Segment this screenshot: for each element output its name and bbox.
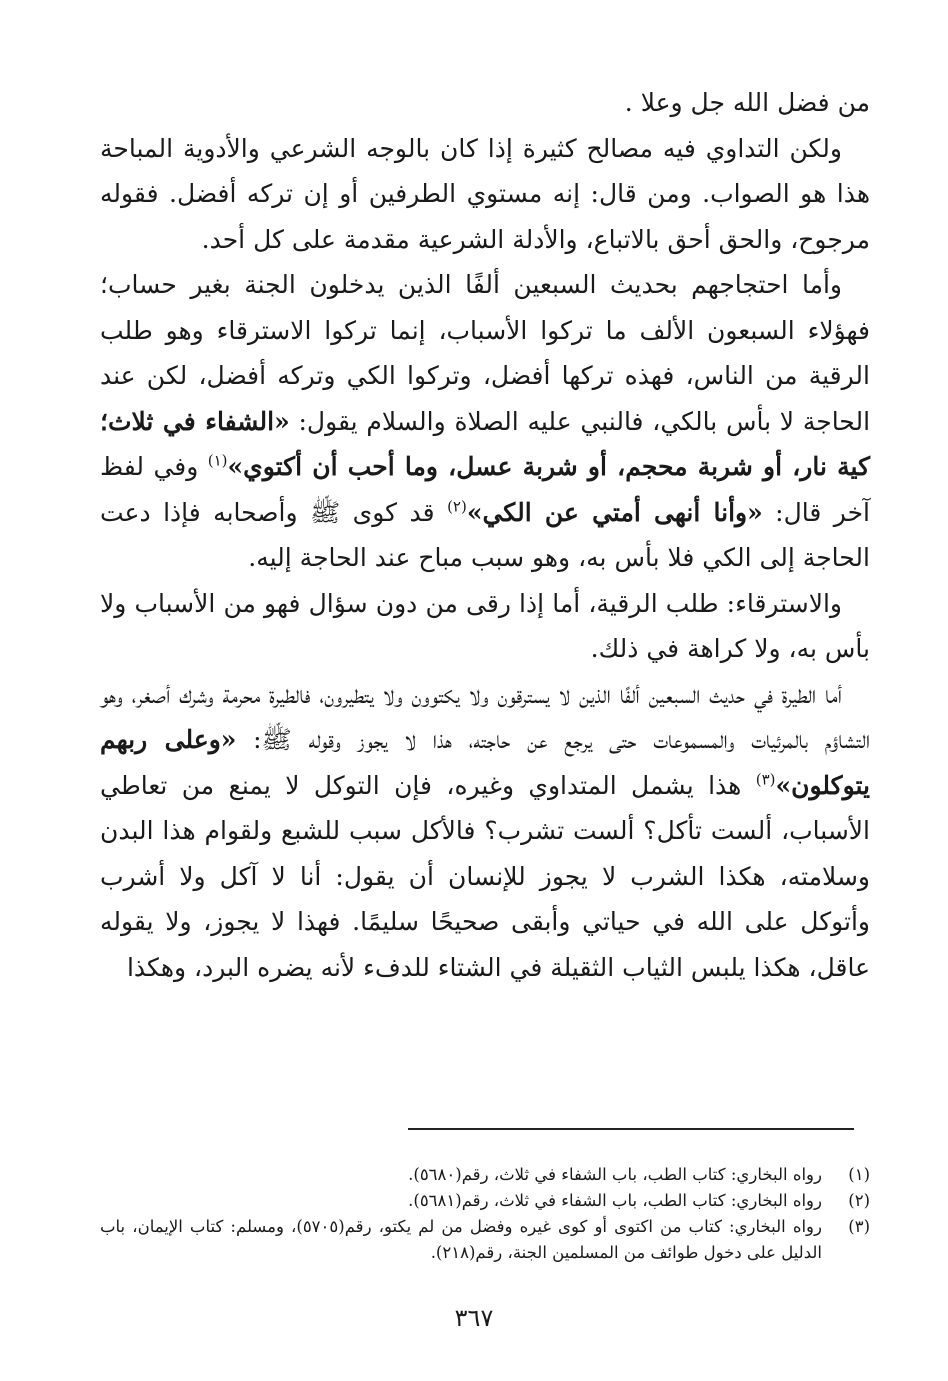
footnote-separator (408, 1128, 854, 1130)
footnote (100, 1214, 870, 1266)
paragraph (100, 672, 870, 991)
paragraph (100, 581, 870, 672)
text-run: وفي لفظ آخر قال: (100, 452, 870, 527)
footnote-text: رواه البخاري: كتاب الطب، باب الشفاء في ثلاث، رقم(٥٦٨١). (408, 1191, 822, 1210)
footnote-ref: (١) (207, 451, 228, 470)
text-run: ولكن التداوي فيه مصالح كثيرة إذا كان بالوجه الشرعي والأدوية المباحة هذا هو الصواب. ومن قال: إنه مستوي الطرفين أو إن تركه أفضل. فقوله مرجوح، والحق أحق بالاتباع، والأدلة الشرعية مقدمة على كل أحد. (100, 133, 870, 254)
footnote-ref: (٢) (447, 497, 467, 516)
text-run: والاسترقاء: طلب الرقية، أما إذا رقى من دون سؤال فهو من الأسباب ولا بأس به، ولا كراهة في ذلك. (100, 588, 870, 663)
body-text (100, 80, 870, 990)
footnotes (100, 1162, 870, 1266)
page-number: ٣٦٧ (454, 1304, 494, 1332)
footnote-number: (٣) (848, 1217, 870, 1236)
footnote (100, 1162, 870, 1188)
paragraph (100, 80, 870, 126)
footnote-text: رواه البخاري: كتاب من اكتوى أو كوى غيره وفضل من لم يكتو، رقم(٥٧٠٥)، ومسلم: كتاب الإيمان، باب الدليل على دخول طوائف من المسلمين الجنة، رقم(٢١٨). (100, 1217, 822, 1262)
hadith-quote: «وعلى ربهم يتوكلون» (100, 725, 870, 800)
paragraph (100, 262, 870, 581)
hadith-quote: «وأنا أنهى أمتي عن الكي» (466, 497, 763, 527)
text-run: هذا يشمل المتداوي وغيره، فإن التوكل لا يمنع من تعاطي الأسباب، ألست تأكل؟ ألست تشرب؟ فالأكل سبب للشبع ولقوام هذا البدن وسلامته، هكذا الشرب لا يجوز للإنسان أن يقول: أنا لا آكل ولا أشرب وأتوكل على الله في حياتي وأبقى صحيحًا سليمًا. فهذا لا يجوز، ولا يقوله عاقل، هكذا يلبس الثياب الثقيلة في الشتاء للدفء لأنه يضره البرد، وهكذا (100, 770, 870, 982)
footnote (100, 1188, 870, 1214)
footnote-text: رواه البخاري: كتاب الطب، باب الشفاء في ثلاث، رقم(٥٦٨٠). (408, 1165, 822, 1184)
hadith-quote: «الشفاء في ثلاث؛ كية نار، أو شربة محجم، أو شربة عسل، وما أحب أن أكتوي» (100, 406, 870, 481)
text-run: أما الطيرة في حديث السبعين ألفًا الذين لا يسترقون ولا يكتوون ولا يتطيرون، فالطيرة محرمة وشرك أصغر، وهو التشاؤم بالمرئيات والمسموعات حتى يرجع عن حاجته، هذا لا يجوز وقوله ﷺ: (100, 679, 871, 754)
footnote-number: (١) (848, 1165, 870, 1184)
footnote-number: (٢) (848, 1191, 870, 1210)
text-run: قد كوى ﷺ وأصحابه فإذا دعت الحاجة إلى الكي فلا بأس به، وهو سبب مباح عند الحاجة إليه. (100, 497, 870, 572)
paragraph (100, 126, 870, 263)
text-run: وأما احتجاجهم بحديث السبعين ألفًا الذين يدخلون الجنة بغير حساب؛ فهؤلاء السبعون الألف ما تركوا الأسباب، إنما تركوا الاسترقاء وهو طلب الرقية من الناس، فهذه تركها أفضل، وتركوا الكي وتركه أفضل، لكن عند الحاجة لا بأس بالكي، فالنبي عليه الصلاة والسلام يقول: (100, 270, 871, 436)
footnote-ref: (٣) (755, 770, 776, 789)
text-run: من فضل الله جل وعلا . (624, 88, 870, 117)
